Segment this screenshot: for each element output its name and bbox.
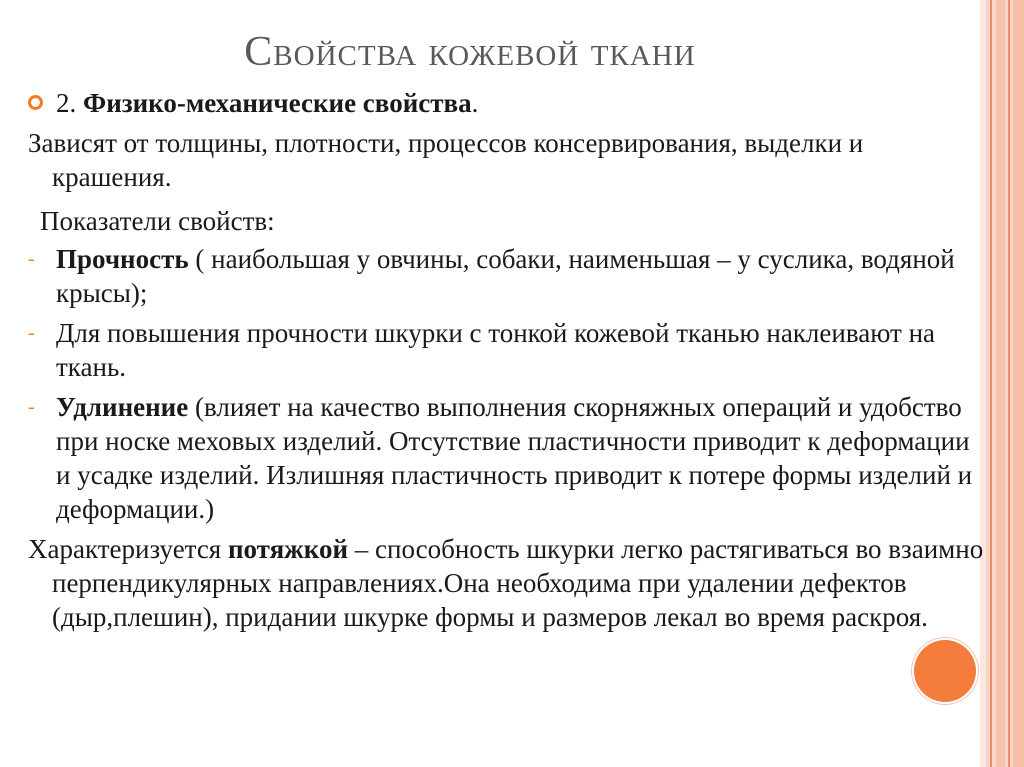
list-item <box>28 390 988 526</box>
slide-body <box>28 86 988 634</box>
heading-text: Физико-механические свойства <box>83 88 472 118</box>
indicators-label: Показатели свойств: <box>40 206 275 236</box>
dash-bullet-icon: - <box>28 396 35 418</box>
item-text: Для повышения прочности шкурки с тонкой кожевой тканью наклеивают на ткань. <box>56 318 936 382</box>
heading-number: 2. <box>56 88 77 118</box>
heading-tail: . <box>471 88 479 118</box>
section-heading <box>28 86 988 120</box>
dash-bullet-icon: - <box>28 322 35 344</box>
slide-title: Свойства кожевой ткани <box>244 29 696 75</box>
decorative-circle-icon <box>914 640 976 702</box>
closing-after: – способность шкурки легко растягиваться во взаимно перпендикулярных направлениях.Она необходима при удалении дефектов (дыр,плешин), придании шкурке формы и размеров лекал во время раскроя. <box>52 534 984 632</box>
intro-paragraph: Зависят от толщины, плотности, процессов консервирования, выделки и крашения. <box>28 128 864 192</box>
list-item <box>28 316 988 384</box>
item-bold: Прочность <box>56 244 189 274</box>
dash-bullet-icon: - <box>28 248 35 270</box>
list-item <box>28 242 988 310</box>
closing-before: Характеризуется <box>28 534 228 564</box>
item-text: ( наибольшая у овчины, собаки, наименьшая – у суслика, водяной крысы); <box>56 244 955 308</box>
closing-paragraph <box>28 532 988 634</box>
item-text: (влияет на качество выполнения скорняжных операций и удобство при носке меховых изделий. Отсутствие пластичности приводит к деформации и усадке изделий. Излишняя пластичность приводит к потере формы изделий и деформации.) <box>56 392 973 524</box>
item-bold: Удлинение <box>56 392 189 422</box>
circle-bullet-icon <box>28 95 43 110</box>
closing-bold: потяжкой <box>227 534 349 564</box>
